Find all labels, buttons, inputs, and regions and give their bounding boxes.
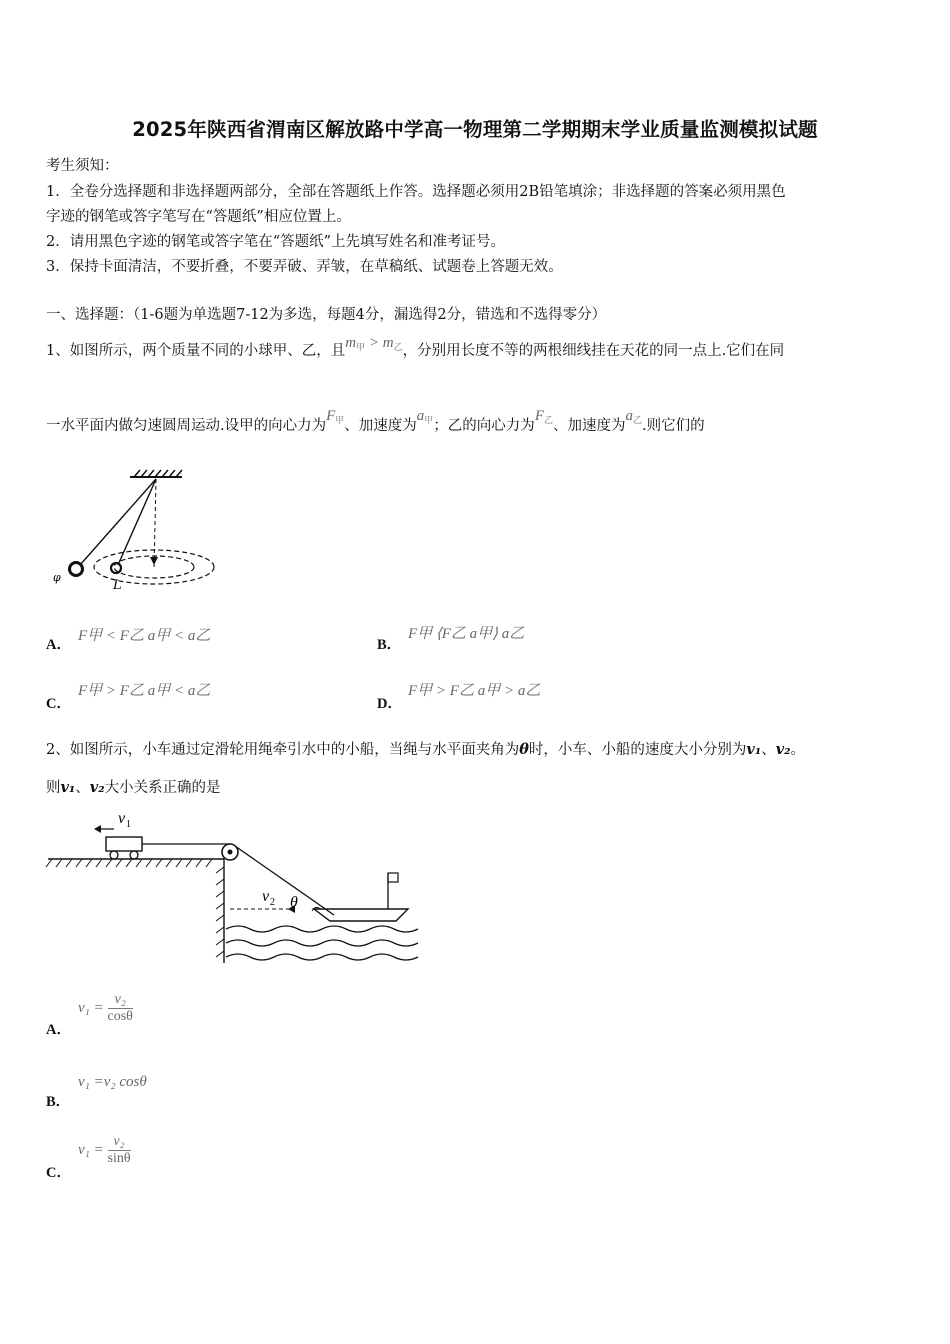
q1-F-jia: $F_甲$ <box>326 408 345 425</box>
q2-option-a-expr: v₁ = $\frac{\text{v₂}}{\cos\theta}$ <box>78 992 133 1024</box>
notice-item-3: 3．保持卡面清洁，不要折叠，不要弄破、弄皱，在草稿纸、试题卷上答题无效。 <box>46 259 563 275</box>
q2-pulley-figure <box>44 805 434 970</box>
q1-option-d-expr: F甲 > F乙 a甲 > a乙 <box>408 683 541 699</box>
phi-label: φ <box>53 571 61 584</box>
q1-a-jia: $a_甲$ <box>416 408 434 425</box>
q1-line-2: 一水平面内做匀速圆周运动.设甲的向心力为$F_甲$、加速度为$a_甲$；乙的向心力为$F_乙$、加速度为$a_乙$.则它们的 <box>46 408 705 434</box>
q1-option-c-label[interactable]: C． <box>46 696 71 712</box>
q2-option-a-label[interactable]: A． <box>46 1022 71 1038</box>
q1-F-yi: $F_乙$ <box>534 408 553 425</box>
svg-text:v: v <box>118 810 126 827</box>
q1-a-yi: $a_乙$ <box>625 408 643 425</box>
q1-line-1 <box>46 335 785 361</box>
q1-option-d-label[interactable]: D． <box>377 696 402 712</box>
svg-text:2: 2 <box>270 897 275 908</box>
svg-text:θ: θ <box>290 894 298 911</box>
notice-heading: 考生须知： <box>46 158 119 174</box>
section-heading: 一、选择题：（1-6题为单选题7-12为多选，每题4分，漏选得2分，错选和不选得零分） <box>46 307 607 323</box>
q1-option-a-expr: F甲 < F乙 a甲 < a乙 <box>78 628 211 644</box>
q2-option-b-expr: v₁ =v₂ cosθ <box>78 1074 147 1090</box>
q1-text-b: ，分别用长度不等的两根细线挂在天花的同一点上.它们在同 <box>402 343 785 359</box>
notice-item-1: 1．全卷分选择题和非选择题两部分，全部在答题纸上作答。选择题必须用2B铅笔填涂；非选择题的答案必须用黑色 <box>46 184 786 200</box>
q1-pendulum-figure <box>50 465 230 595</box>
q1-option-a-label[interactable]: A． <box>46 637 71 653</box>
q1-option-c-expr: F甲 > F乙 a甲 < a乙 <box>78 683 211 699</box>
q2-option-c-expr: v₁ = $\frac{\text{v₂}}{\sin\theta}$ <box>78 1134 131 1166</box>
q2-line-2: 则v₁、v₂大小关系正确的是 <box>46 779 221 796</box>
page-title: 2025年陕西省渭南区解放路中学高一物理第二学期期末学业质量监测模拟试题 <box>132 118 818 141</box>
q1-option-b-label[interactable]: B． <box>377 637 402 653</box>
svg-text:v: v <box>262 888 270 905</box>
notice-item-2: 2．请用黑色字迹的钢笔或答字笔在“答题纸”上先填写姓名和准考证号。 <box>46 234 506 250</box>
notice-item-1-cont: 字迹的钢笔或答字笔写在“答题纸”相应位置上。 <box>46 209 351 225</box>
L-label: L <box>113 578 122 593</box>
q2-line-1: 2、如图所示，小车通过定滑轮用绳牵引水中的小船，当绳与水平面夹角为θ时，小车、小船的速度大小分别为v₁、v₂。 <box>46 741 805 758</box>
q2-option-b-label[interactable]: B． <box>46 1094 71 1110</box>
q1-option-b-expr: F甲 ⟨F乙 a甲⟩ a乙 <box>408 626 525 642</box>
q1-mass-condition: $m_甲 > m_乙$ <box>345 335 403 352</box>
q2-option-c-label[interactable]: C． <box>46 1165 71 1181</box>
q1-text-a: 1、如图所示，两个质量不同的小球甲、乙，且 <box>46 343 346 359</box>
svg-text:1: 1 <box>126 819 131 830</box>
